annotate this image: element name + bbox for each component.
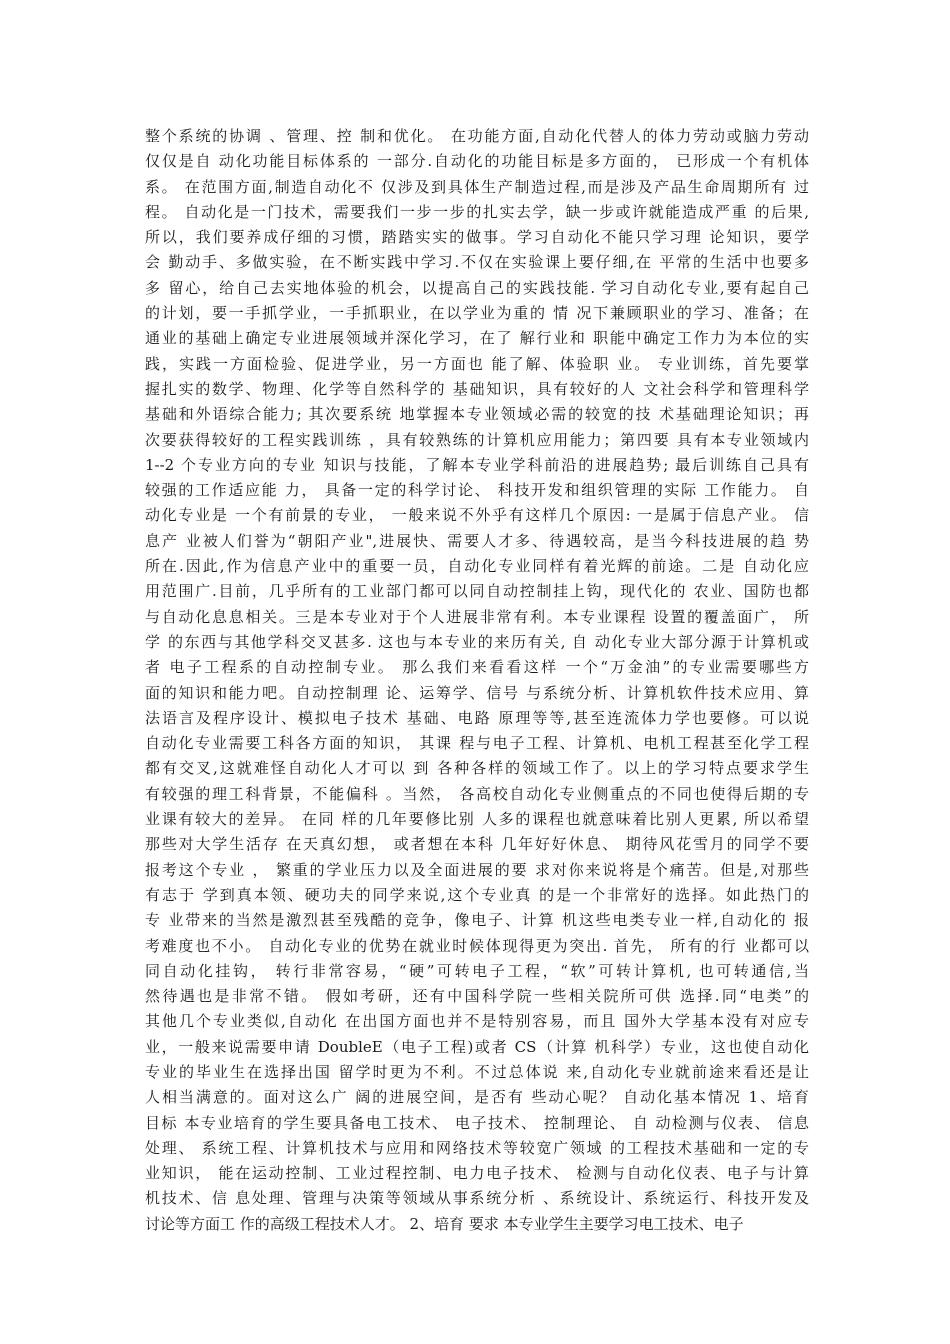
text-line: 业课有较大的差异。 在同 样的几年要修比别 人多的课程也就意味着比别人更累, 所以希望 [145,810,809,829]
text-line: 整个系统的协调 、管理、控 制和优化。 在功能方面,自动化代替人的体力劳动或脑力劳动 [145,127,809,145]
text-line: 学 的东西与其他学科交叉甚多. 这也与本专业的来历有关, 自 动化专业大部分源于计算机或 [145,632,809,651]
text-line: 通业的基础上确定专业进展领域并深化学习，在了 解行业和 职能中确定工作力为本位的实 [145,329,809,348]
text-line: 处理、 系统工程、计算机技术与应用和网络技术等较宽广领域 的工程技术基础和一定的专 [145,1138,809,1157]
text-line: 会 勤动手、多做实验，在不断实践中学习.不仅在实验课上要仔细,在 平常的生活中也要多 [145,253,809,272]
text-line: 讨论等方面工 作的高级工程技术人才。 2、培育 要求 本专业学生主要学习电工技术、电子 [145,1214,744,1233]
text-line: 面的知识和能力吧。自动控制理 论、运筹学、信号 与系统分析、计算机软件技术应用、算 [145,683,809,702]
text-line: 目标 本专业培育的学生要具备电工技术、 电子技术、 控制理论、 自 动检测与仪表、 信息 [145,1113,809,1132]
text-line: 所在.因此,作为信息产业中的重要一员，自动化专业同样有着光辉的前途。二是 自动化应 [145,557,809,576]
text-line: 系。 在范围方面,制造自动化不 仅涉及到具体生产制造过程,而是涉及产品生命周期所有 过 [145,177,809,196]
text-line: 有较强的理工科背景，不能偏科 。当然， 各高校自动化专业侧重点的不同也使得后期的专 [145,784,809,803]
text-line: 机技术、信 息处理、管理与决策等领域从事系统分析 、系统设计、系统运行、科技开发及 [145,1189,809,1208]
text-line: 然待遇也是非常不错。 假如考研，还有中国科学院一些相关院所可供 选择.同“电类”的 [145,987,809,1006]
text-line: 都有交叉,这就难怪自动化人才可以 到 各种各样的领域工作了。以上的学习特点要求学生 [145,759,809,778]
text-line: 的计划，要一手抓学业，一手抓职业，在以学业为重的 情 况下兼顾职业的学习、准备；在 [145,304,809,323]
text-line: 其他几个专业类似,自动化 在出国方面也并不是特别容易，而且 国外大学基本没有对应专 [145,1012,809,1031]
text-line: 同自动化挂钩， 转行非常容易，“硬”可转电子工程，“软”可转计算机, 也可转通信,当 [145,961,809,980]
text-line: 专 业带来的当然是激烈甚至残酷的竞争，像电子、计算 机这些电类专业一样,自动化的 报 [145,911,809,930]
text-line: 动化专业是 一个有前景的专业， 一般来说不外乎有这样几个原因: 一是属于信息产业。 信 [145,506,809,525]
text-line: 所以，我们要养成仔细的习惯，踏踏实实的做事。学习自动化不能只学习理 论知识，要学 [145,228,809,247]
text-line: 与自动化息息相关。三是本专业对于个人进展非常有利。本专业课程 设置的覆盖面广， 所 [145,607,809,626]
text-line: 较强的工作适应能 力， 具备一定的科学讨论、 科技开发和组织管理的实际 工作能力。 自 [145,481,809,500]
text-line: 次要获得较好的工程实践训练 ，具有较熟练的计算机应用能力；第四要 具有本专业领域内 [145,430,809,449]
text-line: 专业的毕业生在选择出国 留学时更为不利。不过总体说 来,自动化专业就前途来看还是让 [145,1062,809,1081]
text-line: 握扎实的数学、物理、化学等自然科学的 基础知识，具有较好的人 文社会科学和管理科学 [145,379,809,398]
text-line: 考难度也不小。 自动化专业的优势在就业时候体现得更为突出. 首先， 所有的行 业都可以 [145,936,809,955]
text-line: 人相当满意的。面对这么广 阔的进展空间，是否有 些动心呢？ 自动化基本情况 1、培育 [145,1088,809,1107]
text-line: 者 电子工程系的自动控制专业。 那么我们来看看这样 一个“万金油”的专业需要哪些方 [145,658,809,677]
text-line: 业，一般来说需要申请 DoubleE（电子工程)或者 CS（计算 机科学）专业，这也使自动化 [145,1037,809,1056]
text-line: 基础和外语综合能力; 其次要系统 地掌握本专业领域必需的较宽的技 术基础理论知识；再 [145,405,809,424]
text-line: 法语言及程序设计、模拟电子技术 基础、电路 原理等等,甚至连流体力学也要修。可以说 [145,708,809,727]
text-line: 多 留心，给自己去实地体验的机会，以提高自己的实践技能. 学习自动化专业,要有起自己 [145,278,809,297]
text-line: 自动化专业需要工科各方面的知识， 其课 程与电子工程、计算机、电机工程甚至化学工程 [145,734,809,753]
text-line: 报考这个专业 ， 繁重的学业压力以及全面进展的要 求对你来说将是个痛苦。但是,对那些 [145,860,809,879]
text-line: 有志于 学到真本领、硬功夫的同学来说,这个专业真 的是一个非常好的选择。如此热门的 [145,885,809,904]
text-line: 用范围广.目前，几乎所有的工业部门都可以同自动控制挂上钩，现代化的 农业、国防也都 [145,582,809,601]
body-text [145,124,809,1237]
text-line: 那些对大学生活存 在天真幻想， 或者想在本科 几年好好休息、 期待风花雪月的同学不要 [145,835,809,854]
text-line: 践，实践一方面检验、促进学业，另一方面也 能了解、体验职 业。 专业训练，首先要掌 [145,354,809,373]
text-line: 仅仅是自 动化功能目标体系的 一部分.自动化的功能目标是多方面的， 已形成一个有机体 [145,152,809,171]
text-line: 1--2 个专业方向的专业 知识与技能，了解本专业学科前沿的进展趋势; 最后训练自己具有 [145,455,809,474]
text-line: 程。 自动化是一门技术，需要我们一步一步的扎实去学，缺一步或许就能造成严重 的后果, [145,202,809,221]
text-line: 业知识， 能在运动控制、工业过程控制、电力电子技术、 检测与自动化仪表、电子与计算 [145,1164,809,1183]
text-line: 息产 业被人们誉为“朝阳产业",进展快、需要人才多、待遇较高，是当今科技进展的趋 势 [145,531,809,550]
